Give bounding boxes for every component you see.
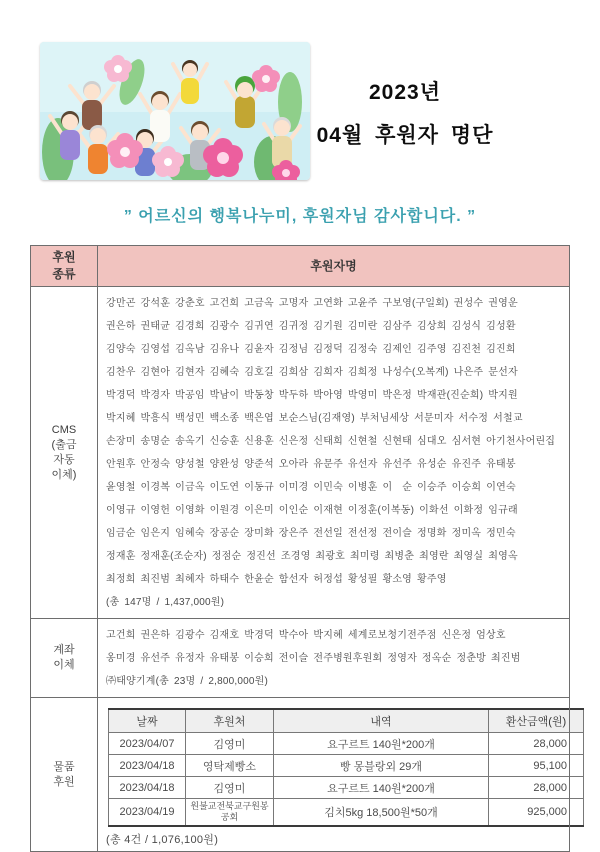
donor-name-column-header: 후원자명 — [98, 246, 570, 287]
bank-label-line: 이체 — [53, 659, 75, 671]
goods-label-line: 후원 — [53, 775, 75, 788]
goods-date: 2023/04/18 — [109, 777, 186, 799]
donors-illustration — [40, 42, 310, 180]
goods-row — [109, 733, 584, 755]
goods-amount: 28,000 — [489, 777, 584, 799]
goods-detail: 요구르트 140원*200개 — [274, 733, 489, 755]
bank-total-line: ㈜태양기계(총 23명 / 2,800,000원) — [106, 676, 269, 687]
cms-names-line: 김양숙 김영섭 김옥남 김유나 김윤자 김정님 김정덕 김정숙 김제인 김주영 김진천 김진희 — [106, 344, 516, 355]
donor-table — [30, 245, 570, 852]
goods-label-line: 물품 — [53, 760, 75, 773]
cms-names-line: 권은하 권태균 김경희 김광수 김귀연 김귀정 김기원 김미란 김삼주 김상희 김성식 김성환 — [106, 321, 516, 332]
goods-amount: 28,000 — [489, 733, 584, 755]
cms-names-line: 최정희 최진범 최혜자 하태수 한윤순 함선자 허정섭 황성필 황소영 황주영 — [106, 574, 447, 585]
goods-col-donor: 후원처 — [186, 709, 274, 733]
goods-detail: 요구르트 140원*200개 — [274, 777, 489, 799]
goods-col-date: 날짜 — [109, 709, 186, 733]
goods-row — [109, 777, 584, 799]
goods-detail-header-row — [109, 709, 584, 733]
cms-names-line: 손장미 송명순 송옥기 신승훈 신용훈 신은정 신태희 신현철 신현태 심대오 심서현 아기천사어린집 — [106, 436, 556, 447]
cms-row — [31, 287, 570, 619]
goods-donation-label — [31, 698, 98, 852]
cms-label-line: 이체) — [51, 468, 77, 481]
page-title — [300, 76, 510, 149]
kind-header-line2: 종류 — [52, 267, 76, 281]
kind-column-header — [31, 246, 98, 287]
cms-label-line: (출금 — [51, 438, 77, 451]
cms-names-line: 안원후 안정숙 양성철 양완성 양준석 오아라 유문주 유선자 유선주 유성순 유진주 유태봉 — [106, 459, 516, 470]
goods-total-line: (총 4건 / 1,076,100원) — [106, 834, 219, 846]
title-year: 2023년 — [368, 81, 441, 104]
bank-names-line: 고건희 권은하 김광수 김재호 박경덕 박수아 박지혜 세계로보청기전주점 신은정 엄상호 — [106, 630, 506, 641]
goods-amount: 925,000 — [489, 799, 584, 827]
goods-row — [109, 755, 584, 777]
donor-table-header-row — [31, 246, 570, 287]
cms-names-line: 정재훈 정재훈(조순자) 정점순 정진선 조경영 최광호 최미령 최병춘 최영란 최영실 최영옥 — [106, 551, 518, 562]
cms-names-line: 김찬우 김현아 김현자 김혜숙 김호길 김희삼 김희자 김희정 나성수(오복계) 나은주 문선자 — [106, 367, 518, 378]
goods-donor: 김영미 — [186, 733, 274, 755]
donors-illustration-art — [40, 42, 310, 180]
goods-detail-table — [108, 708, 584, 827]
thanks-quote: ” 어르신의 행복나누미, 후원자님 감사합니다. ” — [123, 208, 477, 225]
cms-label-line: CMS — [51, 423, 77, 436]
cms-names-line: 강만곤 강석훈 강춘호 고건희 고금옥 고명자 고연화 고윤주 구보영(구일회) 권성수 권영운 — [106, 298, 518, 309]
cms-label-line: 자동 — [53, 453, 75, 466]
goods-donor: 원불교전북교구원봉공회 — [186, 799, 274, 827]
bank-transfer-label — [31, 619, 98, 698]
cms-names-line: 윤영철 이경복 이금옥 이도연 이동규 이미경 이민숙 이병훈 이 순 이승주 이승희 이연숙 — [106, 482, 516, 493]
cms-names-cell — [98, 287, 570, 619]
bank-transfer-row — [31, 619, 570, 698]
title-month-list: 04월 후원자 명단 — [316, 124, 494, 147]
goods-donor: 김영미 — [186, 777, 274, 799]
bank-names-line: 옹미경 유선주 유정자 유태봉 이승희 전이슬 전주병원후원회 정영자 정옥순 정춘방 최진범 — [106, 653, 521, 664]
goods-cell — [98, 698, 570, 852]
goods-detail: 김치5kg 18,500원*50개 — [274, 799, 489, 827]
goods-date: 2023/04/19 — [109, 799, 186, 827]
cms-total-line: (총 147명 / 1,437,000원) — [106, 597, 225, 608]
goods-detail: 빵 몽블랑외 29개 — [274, 755, 489, 777]
bank-label-line: 계좌 — [53, 644, 75, 656]
goods-row — [109, 799, 584, 827]
cms-names-line: 박경덕 박경자 박공임 박남이 박동창 박두하 박아영 박영미 박은정 박재관(진순희) 박지원 — [106, 390, 518, 401]
goods-date: 2023/04/18 — [109, 755, 186, 777]
cms-names-line: 이영규 이영헌 이영화 이원경 이은미 이인순 이재현 이정훈(이복동) 이화선 이화정 임규래 — [106, 505, 518, 516]
cms-names-line: 임금순 임은지 임혜숙 장공순 장미화 장은주 전선일 전선정 전이슬 정명화 정미옥 정민숙 — [106, 528, 516, 539]
bank-names-cell — [98, 619, 570, 698]
goods-donor: 영탁제빵소 — [186, 755, 274, 777]
goods-donation-row — [31, 698, 570, 852]
goods-col-amount: 환산금액(원) — [489, 709, 584, 733]
goods-date: 2023/04/07 — [109, 733, 186, 755]
cms-names-line: 박지혜 박흥식 백성민 백소종 백은엽 보순스님(김재영) 부처님세상 서문미자 서수정 서철교 — [106, 413, 523, 424]
goods-amount: 95,100 — [489, 755, 584, 777]
cms-label — [31, 287, 98, 619]
kind-header-line1: 후원 — [52, 250, 76, 264]
goods-col-detail: 내역 — [274, 709, 489, 733]
